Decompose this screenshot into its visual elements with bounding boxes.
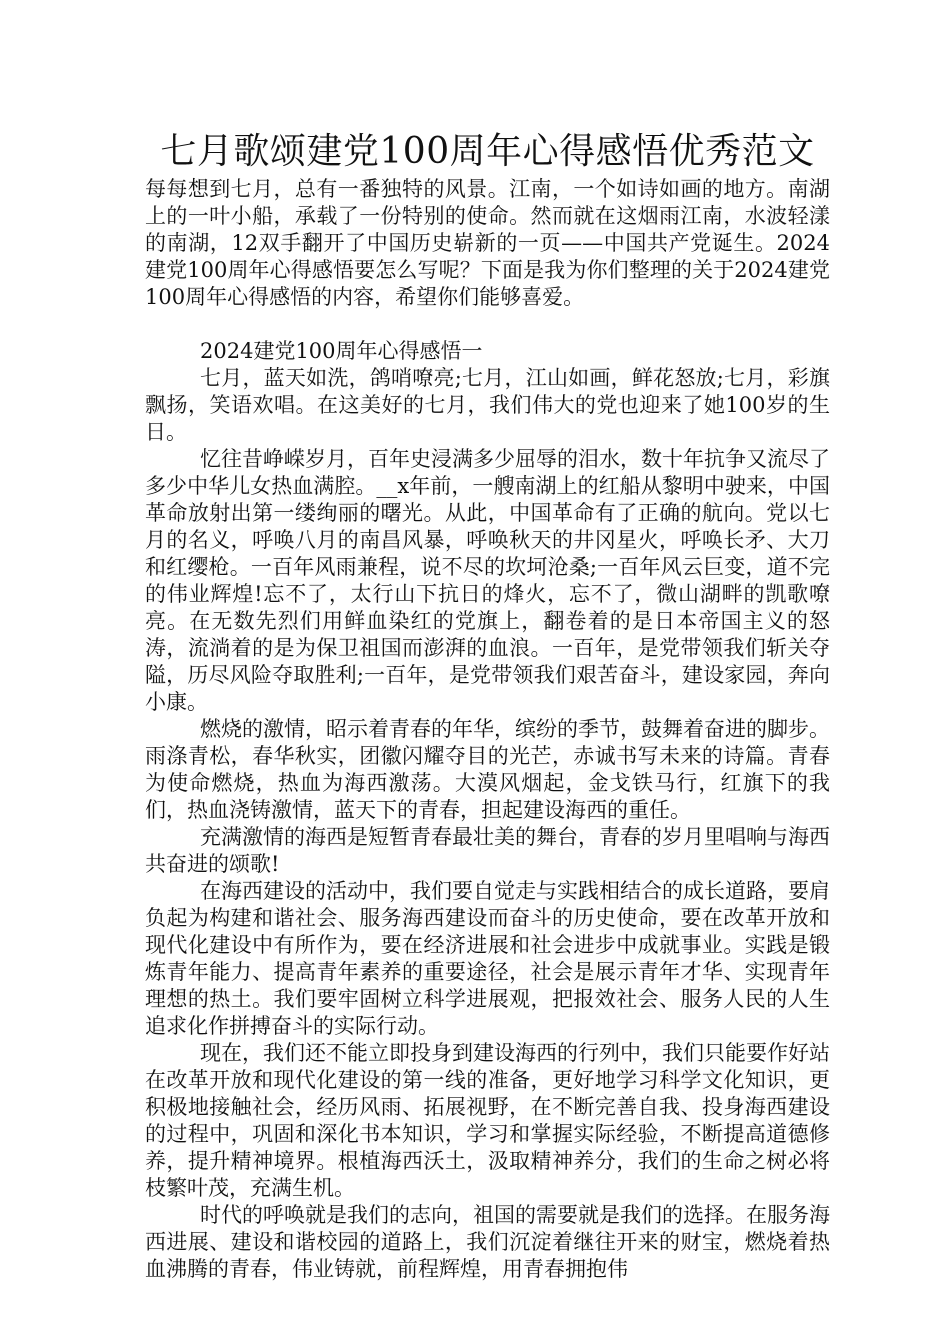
document-title: 七月歌颂建党100周年心得感悟优秀范文 [160,131,815,172]
body-paragraph: 七月，蓝天如洗，鸽哨嘹亮;七月，江山如画，鲜花怒放;七月，彩旗飘扬，笑语欢唱。在这美好的七月，我们伟大的党也迎来了她100岁的生日。 [145,366,830,444]
section-heading: 2024建党100周年心得感悟一 [200,339,483,363]
body-paragraph: 现在，我们还不能立即投身到建设海西的行列中，我们只能要作好站在改革开放和现代化建设的第一线的准备，更好地学习科学文化知识，更积极地接触社会，经历风雨、拓展视野，在不断完善自我、投身海西建设的过程中，巩固和深化书本知识，学习和掌握实际经验，不断提高道德修养，提升精神境界。根植海西沃土，汲取精神养分，我们的生命之树必将枝繁叶茂，充满生机。 [145,1041,830,1200]
body-paragraph: 时代的呼唤就是我们的志向，祖国的需要就是我们的选择。在服务海西进展、建设和谐校园的道路上，我们沉淀着继往开来的财宝，燃烧着热血沸腾的青春，伟业铸就，前程辉煌，用青春拥抱伟 [145,1203,830,1281]
document-page [145,128,830,1283]
body-paragraph: 忆往昔峥嵘岁月，百年史浸满多少屈辱的泪水，数十年抗争又流尽了多少中华儿女热血满腔。__x年前，一艘南湖上的红船从黎明中驶来，中国革命放射出第一缕绚丽的曙光。从此，中国革命有了正确的航向。党以七月的名义，呼唤八月的南昌风暴，呼唤秋天的井冈星火，呼唤长矛、大刀和红缨枪。一百年风雨兼程，说不尽的坎坷沧桑;一百年风云巨变，道不完的伟业辉煌!忘不了，太行山下抗日的烽火，忘不了，微山湖畔的凯歌嘹亮。在无数先烈们用鲜血染红的党旗上，翻卷着的是日本帝国主义的怒涛，流淌着的是为保卫祖国而澎湃的血浪。一百年，是党带领我们斩关夺隘，历尽风险夺取胜利;一百年，是党带领我们艰苦奋斗，建设家园，奔向小康。 [145,447,830,714]
body-paragraph: 燃烧的激情，昭示着青春的年华，缤纷的季节，鼓舞着奋进的脚步。雨涤青松，春华秋实，团徽闪耀夺目的光芒，赤诚书写未来的诗篇。青春为使命燃烧，热血为海西激荡。大漠风烟起，金戈铁马行，红旗下的我们，热血浇铸激情，蓝天下的青春，担起建设海西的重任。 [145,717,830,822]
blank-line [145,311,830,338]
body-paragraph: 充满激情的海西是短暂青春最壮美的舞台，青春的岁月里唱响与海西共奋进的颂歌! [145,825,830,876]
intro-paragraph: 每每想到七月，总有一番独特的风景。江南，一个如诗如画的地方。南湖上的一叶小船，承载了一份特别的使命。然而就在这烟雨江南，水波轻漾的南湖，12双手翻开了中国历史崭新的一页——中国共产党诞生。2024建党100周年心得感悟要怎么写呢？下面是我为你们整理的关于2024建党100周年心得感悟的内容，希望你们能够喜爱。 [145,177,830,309]
body-paragraph: 在海西建设的活动中，我们要自觉走与实践相结合的成长道路，要肩负起为构建和谐社会、服务海西建设而奋斗的历史使命，要在改革开放和现代化建设中有所作为，要在经济进展和社会进步中成就事业。实践是锻炼青年能力、提高青年素养的重要途径，社会是展示青年才华、实现青年理想的热土。我们要牢固树立科学进展观，把报效社会、服务人民的人生追求化作拼搏奋斗的实际行动。 [145,879,830,1038]
